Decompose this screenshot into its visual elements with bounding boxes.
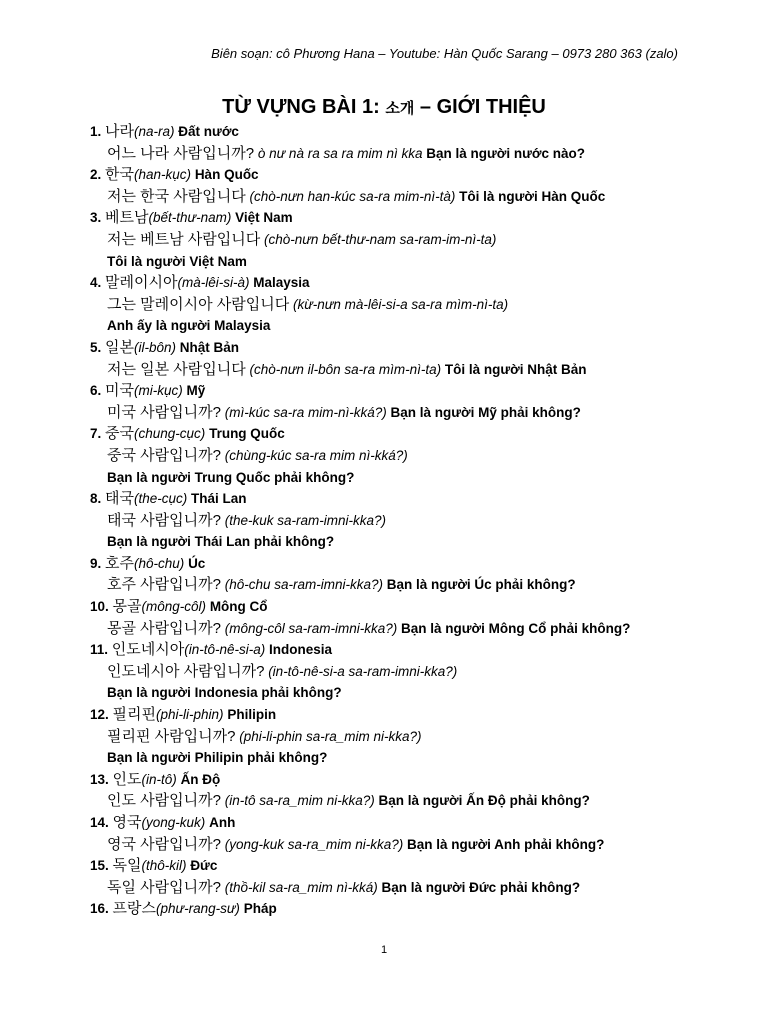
entry-number: 13. (90, 771, 109, 787)
example-pronunciation: (chò-nưn han-kúc sa-ra mim-nì-tà) (249, 188, 456, 204)
example-korean: 어느 나라 사람입니까? (107, 144, 255, 162)
example-translation: Tôi là người Việt Nam (107, 253, 247, 269)
title-separator: – (414, 96, 437, 118)
vocab-entry (0, 596, 768, 618)
korean-word: 나라 (105, 123, 135, 140)
example-sentence (0, 294, 768, 316)
entry-number: 10. (90, 599, 109, 615)
example-pronunciation: (chò-nưn bết-thư-nam sa-ram-im-nì-ta) (264, 231, 497, 247)
vietnamese-meaning: Đất nước (178, 124, 239, 139)
example-translation: Bạn là người Indonesia phải không? (107, 685, 342, 701)
vietnamese-meaning: Malaysia (253, 275, 310, 291)
korean-word: 인도네시아 (111, 641, 185, 659)
vietnamese-meaning: Anh (209, 815, 236, 830)
korean-word: 몽골 (112, 598, 142, 616)
vocab-entry (0, 769, 768, 791)
vietnamese-meaning: Pháp (243, 901, 277, 917)
vietnamese-meaning: Ấn Độ (180, 771, 221, 787)
pronunciation: (mông-côl) (141, 599, 207, 615)
example-pronunciation: (chùng-kúc sa-ra mim nì-kká?) (224, 447, 408, 463)
pronunciation: (mi-kục) (134, 383, 183, 399)
example-translation: Bạn là người Úc phải không? (386, 577, 576, 593)
pronunciation: (the-cục) (134, 491, 188, 507)
example-korean: 중국 사람입니까? (107, 446, 221, 464)
example-korean: 인도네시아 사람입니까? (107, 662, 265, 680)
example-sentence (0, 402, 768, 424)
example-sentence (0, 186, 768, 208)
pronunciation: (in-tô-nê-si-a) (184, 642, 266, 658)
korean-word: 태국 (105, 490, 135, 508)
title-main: TỪ VỰNG BÀI 1: (222, 96, 386, 118)
entry-number: 6. (90, 383, 102, 399)
example-sentence (0, 510, 768, 532)
pronunciation: (han-kục) (134, 167, 192, 183)
korean-word: 프랑스 (112, 900, 157, 918)
example-korean: 미국 사람입니까? (107, 403, 221, 421)
vocabulary-list (0, 121, 768, 920)
vocab-entry (0, 207, 768, 229)
vocab-entry (0, 121, 768, 143)
vietnamese-meaning: Úc (188, 555, 206, 571)
entry-number: 4. (90, 275, 102, 291)
vocab-entry (0, 272, 768, 294)
example-sentence (0, 834, 768, 856)
example-translation: Bạn là người Mỹ phải không? (390, 404, 581, 420)
example-translation: Tôi là người Hàn Quốc (459, 188, 606, 204)
entry-number: 5. (90, 339, 102, 355)
author-credit: Biên soạn: cô Phương Hana – Youtube: Hàn Quốc Sarang – 0973 280 363 (zalo) (211, 46, 678, 61)
example-translation: Bạn là người Mông Cổ phải không? (401, 620, 631, 636)
example-sentence (0, 661, 768, 683)
example-korean: 인도 사람입니까? (107, 792, 221, 810)
korean-word: 인도 (112, 770, 142, 788)
example-translation: Anh ấy là người Malaysia (107, 318, 271, 334)
vietnamese-meaning: Mông Cổ (209, 599, 268, 615)
example-pronunciation: (phi-li-phin sa-ra_mim ni-kka?) (239, 728, 422, 744)
page-number: 1 (380, 944, 388, 956)
example-translation: Bạn là người Trung Quốc phải không? (107, 469, 355, 485)
korean-word: 일본 (105, 338, 135, 356)
example-translation: Bạn là người Thái Lan phải không? (107, 534, 335, 550)
vocab-entry (0, 898, 768, 920)
example-korean: 저는 베트남 사람입니다 (107, 230, 261, 248)
vietnamese-meaning: Thái Lan (191, 491, 247, 507)
example-sentence (0, 445, 768, 467)
vietnamese-meaning: Indonesia (269, 642, 333, 658)
entry-number: 8. (90, 491, 102, 507)
pronunciation: (phi-li-phin) (156, 707, 224, 723)
entry-number: 16. (90, 901, 109, 917)
example-translation: Bạn là người Philipin phải không? (107, 750, 328, 766)
example-pronunciation: (chò-nưn il-bôn sa-ra mìm-nì-ta) (249, 361, 442, 377)
example-translation-line (0, 467, 768, 489)
example-translation-line (0, 531, 768, 553)
entry-number: 9. (90, 555, 102, 571)
example-korean: 호주 사람입니까? (107, 576, 221, 594)
example-pronunciation: (hô-chu sa-ram-imni-kka?) (224, 577, 384, 593)
entry-number: 3. (90, 210, 102, 226)
korean-word: 영국 (112, 814, 142, 831)
entry-number: 12. (90, 707, 109, 723)
example-korean: 영국 사람입니까? (107, 835, 221, 853)
entry-number: 11. (90, 642, 109, 658)
example-translation: Bạn là người Ấn Độ phải không? (378, 793, 590, 809)
vietnamese-meaning: Trung Quốc (209, 426, 285, 442)
vocab-entry (0, 639, 768, 661)
entry-number: 1. (90, 124, 102, 139)
pronunciation: (yong-kuk) (141, 815, 206, 830)
vietnamese-meaning: Đức (190, 858, 218, 874)
entry-number: 7. (90, 426, 102, 442)
example-pronunciation: (kừ-nưn mà-lêi-si-a sa-ra mìm-nì-ta) (292, 296, 509, 312)
korean-word: 말레이시아 (105, 274, 178, 292)
example-pronunciation: (mông-côl sa-ram-imni-kka?) (224, 620, 398, 636)
pronunciation: (mà-lêi-si-à) (177, 275, 250, 291)
example-translation: Bạn là người Đức phải không? (381, 879, 581, 895)
example-pronunciation: (thồ-kil sa-ra_mim nì-kká) (224, 879, 378, 895)
vietnamese-meaning: Mỹ (186, 383, 206, 399)
vietnamese-meaning: Philipin (227, 707, 277, 723)
example-sentence (0, 229, 768, 251)
example-korean: 그는 말레이시아 사람입니다 (107, 295, 290, 313)
korean-word: 필리핀 (112, 706, 157, 724)
vocab-entry (0, 380, 768, 402)
pronunciation: (na-ra) (134, 124, 175, 139)
title-korean: 소개 (385, 100, 415, 117)
vocab-entry (0, 553, 768, 575)
example-korean: 몽골 사람입니까? (107, 619, 221, 637)
vocab-entry (0, 855, 768, 877)
example-translation-line (0, 747, 768, 769)
korean-word: 중국 (105, 425, 135, 443)
pronunciation: (chung-cục) (134, 426, 206, 442)
entry-number: 15. (90, 858, 109, 874)
example-pronunciation: (mì-kúc sa-ra mim-nì-kká?) (224, 404, 387, 420)
pronunciation: (phư-rang-sư) (156, 901, 240, 917)
example-sentence (0, 359, 768, 381)
example-sentence (0, 790, 768, 812)
example-translation-line (0, 682, 768, 704)
pronunciation: (il-bôn) (134, 339, 177, 355)
example-pronunciation: ò nư nà ra sa ra mim nì kka (257, 145, 423, 161)
example-sentence (0, 143, 768, 165)
example-sentence (0, 877, 768, 899)
entry-number: 2. (90, 167, 102, 183)
vocab-entry (0, 704, 768, 726)
pronunciation: (bết-thư-nam) (148, 210, 232, 226)
entry-number: 14. (90, 815, 109, 830)
example-sentence (0, 574, 768, 596)
vocab-entry (0, 337, 768, 359)
korean-word: 호주 (105, 554, 135, 572)
vocab-entry (0, 812, 768, 834)
example-korean: 필리핀 사람입니까? (107, 727, 236, 745)
vocab-entry (0, 488, 768, 510)
vietnamese-meaning: Việt Nam (235, 210, 293, 226)
example-pronunciation: (in-tô-nê-si-a sa-ram-imni-kka?) (268, 663, 458, 679)
example-korean: 독일 사람입니까? (107, 878, 221, 896)
vietnamese-meaning: Hàn Quốc (194, 167, 259, 183)
example-pronunciation: (in-tô sa-ra_mim ni-kka?) (224, 793, 375, 809)
example-translation: Tôi là người Nhật Bản (444, 361, 587, 377)
pronunciation: (thô-kil) (141, 858, 187, 874)
page-title (0, 96, 768, 119)
example-pronunciation: (yong-kuk sa-ra_mim ni-kka?) (224, 836, 404, 852)
pronunciation: (in-tô) (141, 771, 177, 787)
example-korean: 저는 일본 사람입니다 (107, 360, 246, 378)
example-sentence (0, 618, 768, 640)
example-translation-line (0, 315, 768, 337)
pronunciation: (hô-chu) (134, 555, 185, 571)
korean-word: 베트남 (105, 209, 149, 227)
example-korean: 저는 한국 사람입니다 (107, 187, 246, 205)
example-translation: Bạn là người Anh phải không? (407, 836, 605, 852)
example-pronunciation: (the-kuk sa-ram-imni-kka?) (224, 512, 386, 528)
example-translation-line (0, 251, 768, 273)
vietnamese-meaning: Nhật Bản (179, 339, 240, 355)
korean-word: 미국 (105, 382, 135, 400)
example-sentence (0, 726, 768, 748)
vocab-entry (0, 164, 768, 186)
example-translation: Bạn là người nước nào? (426, 145, 586, 161)
vocab-entry (0, 423, 768, 445)
example-korean: 태국 사람입니까? (107, 511, 221, 529)
korean-word: 독일 (112, 857, 142, 875)
title-vietnamese: GIỚI THIỆU (436, 96, 546, 118)
korean-word: 한국 (105, 166, 135, 184)
